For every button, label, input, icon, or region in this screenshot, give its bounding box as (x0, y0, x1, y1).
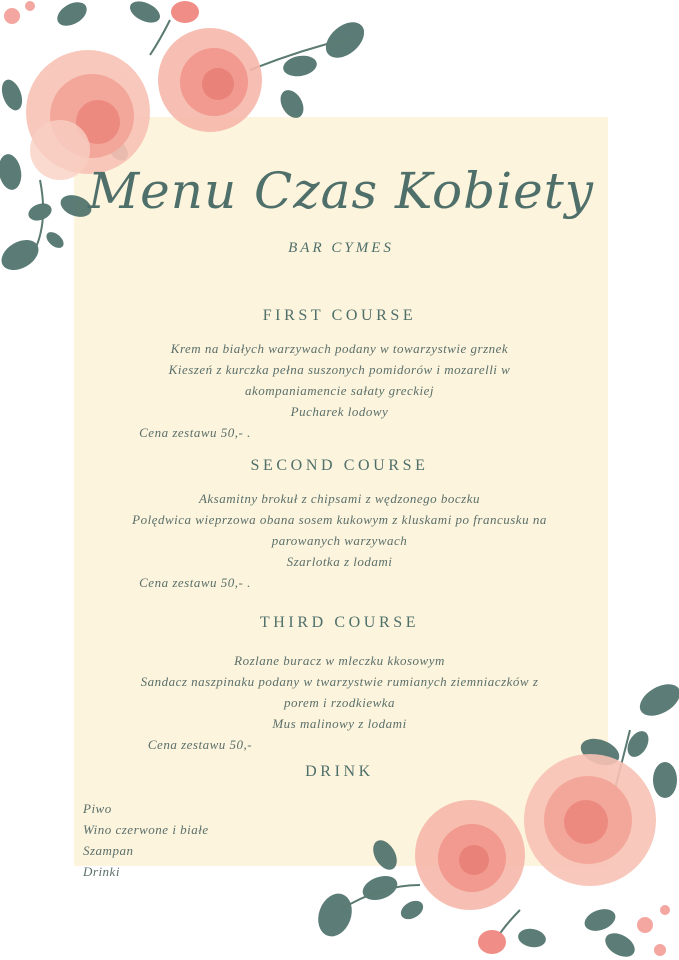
menu-line: porem i rzodkiewka (283, 695, 396, 710)
menu-line: Szarlotka z lodami (286, 554, 393, 569)
menu-subtitle: BAR CYMES (288, 240, 394, 256)
course-heading-third: THIRD COURSE (259, 614, 420, 631)
drink-item: Drinki (83, 864, 120, 879)
drink-item: Wino czerwone i białe (83, 822, 209, 837)
menu-line: Mus malinowy z lodami (272, 716, 407, 731)
course-price: Cena zestawu 50,- . (139, 425, 251, 440)
roses-bottom-right-icon (300, 670, 679, 960)
menu-line: Rozlane buracz w mleczku kkosowym (234, 653, 445, 668)
course-price: Cena zestawu 50,- (147, 737, 253, 752)
menu-line: Sandacz naszpinaku podany w twarzystwie rumianych ziemniaczków z (140, 674, 539, 689)
menu-line: Aksamitny brokuł z chipsami z wędzonego boczku (198, 491, 481, 506)
course-heading-second: SECOND COURSE (250, 457, 429, 474)
drink-item: Piwo (83, 801, 112, 816)
menu-line: parowanych warzywach (271, 533, 408, 548)
course-price: Cena zestawu 50,- . (139, 575, 251, 590)
menu-line: Polędwica wieprzowa obana sosem kukowym z kluskami po francusku na (132, 512, 547, 527)
course-heading-first: FIRST COURSE (262, 307, 417, 324)
menu-line: akompaniamencie sałaty greckiej (244, 383, 434, 398)
menu-title: Menu Czas Kobiety (87, 162, 595, 220)
drink-item: Szampan (83, 843, 134, 858)
menu-line: Pucharek lodowy (290, 404, 389, 419)
drink-heading: DRINK (305, 763, 374, 780)
menu-line: Kieszeń z kurczka pełna suszonych pomidorów i mozarelli w (168, 362, 511, 377)
menu-line: Krem na białych warzywach podany w towarzystwie grznek (170, 341, 509, 356)
